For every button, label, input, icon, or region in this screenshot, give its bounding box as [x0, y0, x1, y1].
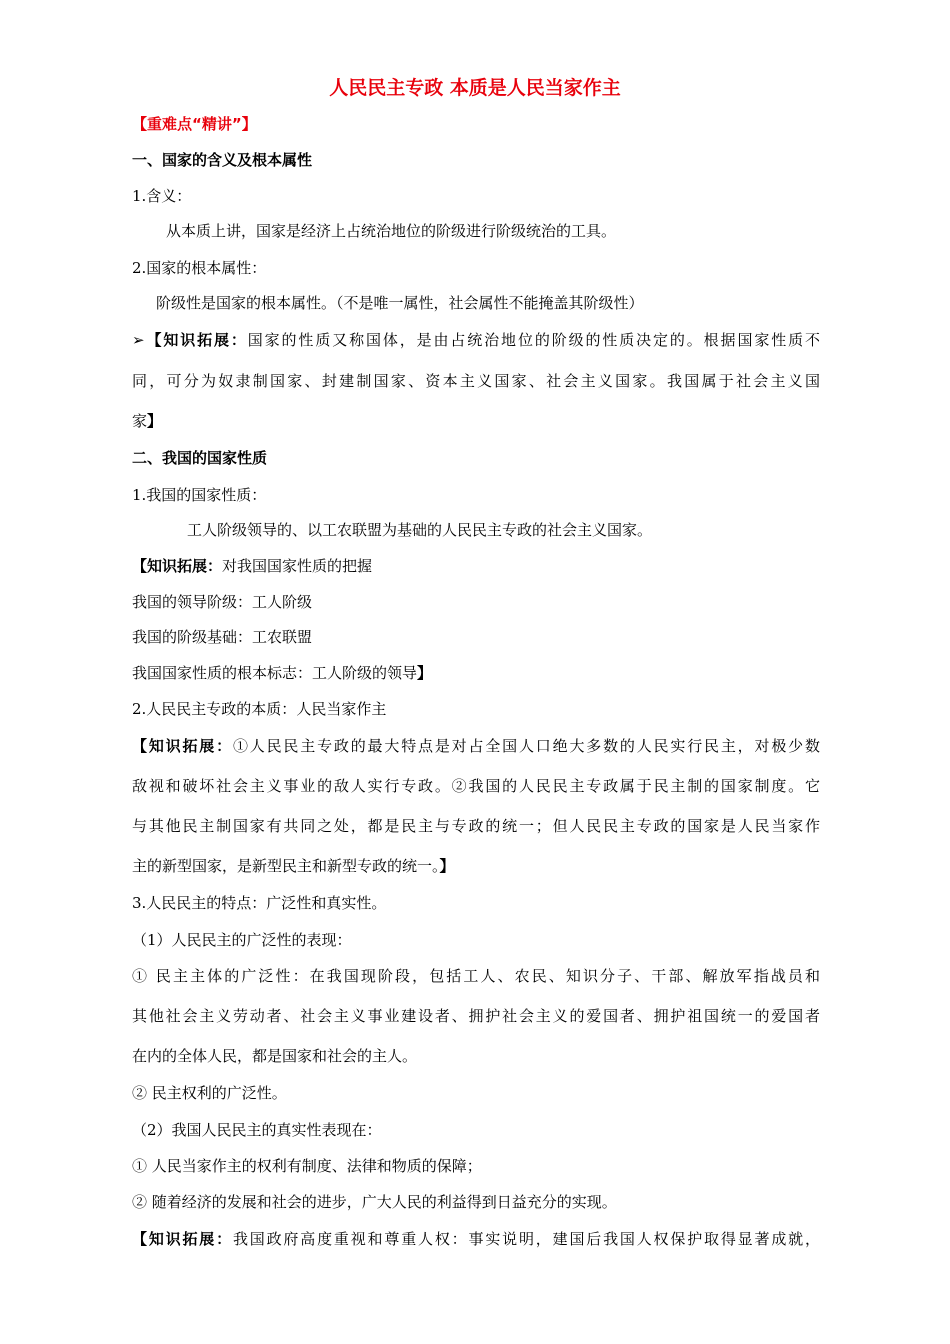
page-title: 人民民主专政 本质是人民当家作主 — [329, 77, 621, 99]
section1-item1-label: 1.含义： — [132, 187, 192, 205]
section2-sub1-heading: （1）人民民主的广泛性的表现： — [132, 931, 352, 949]
arrow-bullet-icon: ➢ — [132, 331, 145, 349]
extension-text: 国家的性质又称国体，是由占统治地位的阶级的性质决定的。根据国家性质不 — [247, 331, 820, 349]
section2-sub2-point1: ① 人民当家作主的权利有制度、法律和物质的保障； — [132, 1157, 482, 1175]
extension-label: 【知识拓展： — [132, 1230, 233, 1248]
section2-sub1-point1-line2: 其他社会主义劳动者、社会主义事业建设者、拥护社会主义的爱国者、拥护祖国统一的爱国者 — [132, 1007, 820, 1025]
section2-extension1-line4 — [132, 663, 432, 683]
section2-extension3-line1 — [132, 1229, 820, 1249]
section2-item1-text: 工人阶级领导的、以工农联盟为基础的人民民主专政的社会主义国家。 — [187, 521, 653, 539]
section1-item2-text: 阶级性是国家的根本属性。（不是唯一属性，社会属性不能掩盖其阶级性） — [156, 294, 644, 312]
section1-extension-line2: 同，可分为奴隶制国家、封建制国家、资本主义国家、社会主义国家。我国属于社会主义国 — [132, 372, 820, 390]
extension-text: 我国政府高度重视和尊重人权：事实说明，建国后我国人权保护取得显著成就， — [232, 1230, 820, 1248]
section1-extension-line1 — [132, 330, 820, 350]
section2-extension2-line4 — [132, 856, 455, 876]
section2-sub2-heading: （2）我国人民民主的真实性表现在： — [132, 1121, 382, 1139]
section2-sub2-point2: ② 随着经济的发展和社会的进步，广大人民的利益得到日益充分的实现。 — [132, 1193, 617, 1211]
section2-extension2-line3: 与其他民主制国家有共同之处，都是民主与专政的统一；但人民民主专政的国家是人民当家作 — [132, 817, 820, 835]
extension-label: 【知识拓展： — [144, 331, 248, 349]
section2-extension2-line2: 敌视和破坏社会主义事业的敌人实行专政。②我国的人民民主专政属于民主制的国家制度。它 — [132, 777, 820, 795]
section2-sub1-point1-line3: 在内的全体人民，都是国家和社会的主人。 — [132, 1047, 418, 1065]
section2-sub1-point1-line1: ① 民主主体的广泛性：在我国现阶段，包括工人、农民、知识分子、干部、解放军指战员和 — [132, 967, 820, 985]
extension-text: 主的新型国家，是新型民主和新型专政的统一。 — [132, 857, 440, 875]
section2-sub1-point2: ② 民主权利的广泛性。 — [132, 1084, 287, 1102]
section1-extension-line3 — [132, 411, 162, 431]
section2-item3: 3.人民民主的特点：广泛性和真实性。 — [132, 894, 387, 912]
section2-extension1-line1 — [132, 556, 372, 576]
section2-item1-label: 1.我国的国家性质： — [132, 486, 267, 504]
extension-text: 家 — [132, 412, 148, 430]
extension-close: 】 — [417, 664, 433, 682]
section2-heading: 二、我国的国家性质 — [132, 449, 268, 467]
extension-text: 我国国家性质的根本标志：工人阶级的领导 — [132, 664, 418, 682]
extension-label: 【知识拓展： — [132, 557, 223, 575]
section1-item2-label: 2.国家的根本属性： — [132, 259, 267, 277]
section1-heading: 一、国家的含义及根本属性 — [132, 151, 313, 169]
extension-close: 】 — [439, 857, 455, 875]
extension-text: 对我国国家性质的把握 — [222, 557, 373, 575]
extension-label: 【知识拓展： — [132, 737, 233, 755]
section2-extension1-line3: 我国的阶级基础：工农联盟 — [132, 628, 313, 646]
section2-extension2-line1 — [132, 736, 820, 756]
section2-item2: 2.人民民主专政的本质：人民当家作主 — [132, 700, 387, 718]
key-points-tag: 【重难点“精讲”】 — [132, 115, 257, 133]
section1-item1-text: 从本质上讲，国家是经济上占统治地位的阶级进行阶级统治的工具。 — [166, 222, 617, 240]
extension-close: 】 — [147, 412, 163, 430]
extension-text: ①人民民主专政的最大特点是对占全国人口绝大多数的人民实行民主，对极少数 — [232, 737, 820, 755]
section2-extension1-line2: 我国的领导阶级：工人阶级 — [132, 593, 313, 611]
